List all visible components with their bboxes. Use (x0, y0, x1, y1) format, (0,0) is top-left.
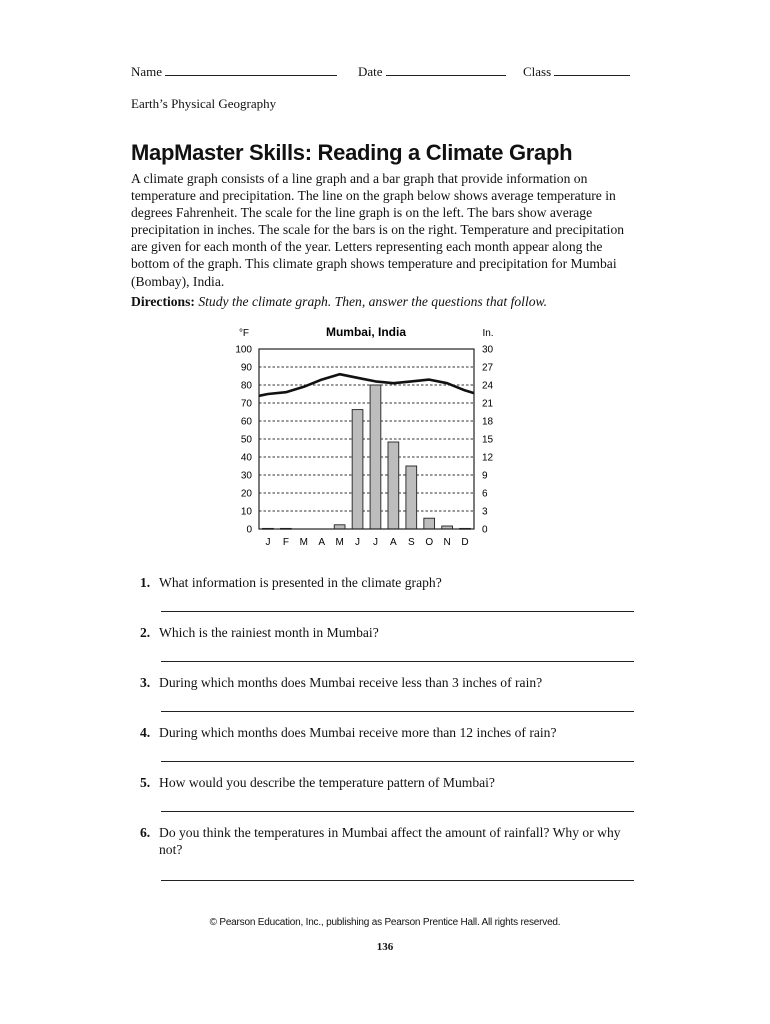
left-tick-label: 100 (235, 344, 252, 356)
subject-heading: Earth’s Physical Geography (131, 96, 277, 111)
month-label: M (299, 537, 308, 548)
right-tick-label: 9 (482, 470, 488, 482)
month-label: J (265, 537, 271, 548)
left-tick-label: 0 (246, 524, 252, 536)
class-label: Class (523, 64, 552, 79)
right-tick-label: 3 (482, 506, 488, 518)
left-tick-label: 70 (240, 398, 252, 410)
answer-line-6[interactable] (161, 880, 634, 881)
answer-line-1[interactable] (161, 611, 634, 612)
left-tick-label: 40 (240, 452, 252, 464)
question-number: 1. (140, 575, 151, 590)
answer-line-2[interactable] (161, 661, 634, 662)
intro-paragraph: A climate graph consists of a line graph and a bar graph that provide information on temperature and precipitation. The line on the graph below shows average temperature in degrees Fahrenheit. The scale for the line graph is on the left. The bars show average precipitation in inches. The scale for the bars is on the right. Temperature and precipitation are given for each month of the year. Letters representing each month appear along the bottom of the graph. This climate graph shows temperature and precipitation for Mumbai (Bombay), India. (131, 171, 625, 289)
month-label: O (425, 537, 434, 548)
right-tick-label: 18 (482, 416, 494, 428)
answer-line-5[interactable] (161, 811, 634, 812)
question-text: What information is presented in the climate graph? (159, 575, 442, 590)
left-tick-label: 60 (240, 416, 252, 428)
chart-title: Mumbai, India (325, 325, 407, 339)
question-text: Which is the rainiest month in Mumbai? (159, 625, 379, 640)
right-tick-label: 0 (482, 524, 488, 536)
right-tick-label: 30 (482, 344, 494, 356)
month-label: J (355, 537, 361, 548)
directions-label: Directions: (131, 294, 195, 309)
right-tick-label: 15 (482, 434, 494, 446)
question-number: 6. (140, 825, 151, 840)
left-tick-label: 80 (240, 380, 252, 392)
precipitation-bar (334, 525, 345, 529)
precipitation-bar (370, 385, 381, 529)
date-label: Date (358, 64, 383, 79)
name-label: Name (131, 64, 163, 79)
left-tick-label: 20 (240, 488, 252, 500)
question-text: During which months does Mumbai receive less than 3 inches of rain? (159, 675, 543, 690)
right-axis-unit: In. (482, 328, 494, 339)
month-label: J (372, 537, 378, 548)
month-label: A (318, 537, 326, 548)
question-number: 2. (140, 625, 151, 640)
right-tick-label: 21 (482, 398, 494, 410)
question-number: 4. (140, 725, 151, 740)
precipitation-bar (388, 442, 399, 529)
left-tick-label: 90 (240, 362, 252, 374)
month-label: S (407, 537, 415, 548)
right-tick-label: 27 (482, 362, 494, 374)
question-text: Do you think the temperatures in Mumbai affect the amount of rainfall? Why or why not? (159, 825, 621, 857)
precipitation-bar (424, 518, 435, 529)
question-number: 5. (140, 775, 151, 790)
page-title: MapMaster Skills: Reading a Climate Graph (131, 140, 573, 165)
answer-line-3[interactable] (161, 711, 634, 712)
right-tick-label: 24 (482, 380, 494, 392)
left-tick-label: 10 (240, 506, 252, 518)
left-tick-label: 30 (240, 470, 252, 482)
right-tick-label: 12 (482, 452, 494, 464)
month-label: F (282, 537, 289, 548)
month-label: N (443, 537, 451, 548)
left-axis-unit: °F (238, 328, 250, 339)
copyright-footer: © Pearson Education, Inc., publishing as Pearson Prentice Hall. All rights reserved. (209, 917, 561, 928)
month-label: A (390, 537, 397, 548)
page-number: 136 (376, 941, 394, 953)
precipitation-bar (406, 466, 417, 529)
question-number: 3. (140, 675, 151, 690)
month-label: M (335, 537, 344, 548)
directions-text: Study the climate graph. Then, answer the questions that follow. (198, 294, 547, 309)
precipitation-bar (352, 410, 363, 529)
month-label: D (461, 537, 469, 548)
right-tick-label: 6 (482, 488, 488, 500)
answer-line-4[interactable] (161, 761, 634, 762)
question-text: How would you describe the temperature pattern of Mumbai? (159, 775, 495, 790)
question-text: During which months does Mumbai receive more than 12 inches of rain? (159, 725, 557, 740)
left-tick-label: 50 (240, 434, 252, 446)
